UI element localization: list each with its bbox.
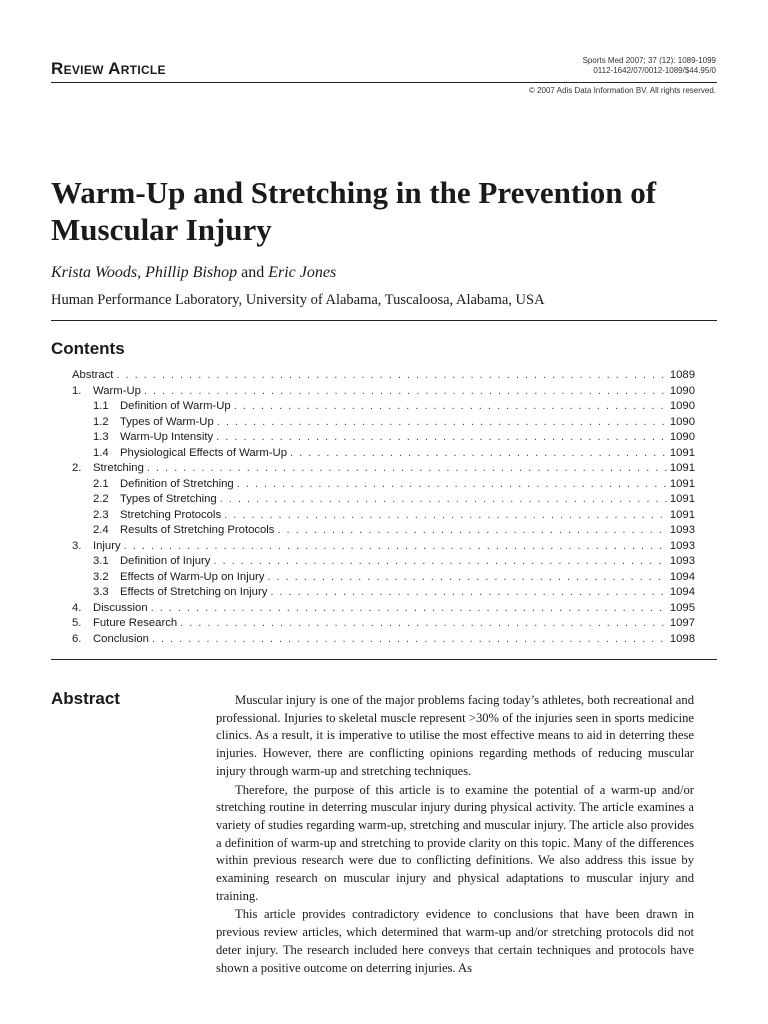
toc-entry-number: 5. [72, 617, 82, 629]
copyright-notice: © 2007 Adis Data Information BV. All rights reserved. [528, 86, 716, 95]
toc-leader-dots [220, 492, 667, 508]
citation-line: Sports Med 2007; 37 (12): 1089-1099 [582, 56, 716, 65]
toc-entry [72, 570, 695, 586]
article-title: Warm-Up and Stretching in the Prevention of Muscular Injury [51, 175, 657, 247]
toc-entry-page: 1093 [669, 539, 695, 552]
toc-entry-number: 1.2 [93, 415, 109, 428]
header-rule [51, 82, 717, 83]
toc-entry-title: Definition of Stretching [120, 477, 234, 490]
toc-entry-number: 2.4 [93, 524, 109, 536]
toc-entry-number: 3.1 [93, 555, 109, 567]
toc-entry-title: Definition of Injury [120, 555, 211, 567]
toc-entry-page: 1098 [669, 632, 695, 645]
toc-leader-dots [180, 616, 667, 632]
toc-entry-page: 1095 [669, 601, 695, 614]
toc-leader-dots [267, 570, 666, 586]
toc-entry-number: 2.3 [93, 508, 109, 521]
toc-entry-page: 1091 [669, 462, 695, 474]
toc-leader-dots [144, 384, 667, 400]
toc-entry-page: 1097 [669, 617, 695, 629]
toc-entry-title: Future Research [93, 617, 178, 629]
toc-entry-title: Definition of Warm-Up [120, 400, 231, 412]
toc-entry-number: 2.2 [93, 493, 109, 505]
toc-entry [72, 616, 695, 632]
section-rule [51, 659, 717, 660]
toc-leader-dots [290, 446, 667, 462]
toc-entry-page: 1094 [669, 586, 695, 598]
toc-entry-page: 1090 [669, 415, 695, 428]
table-of-contents [72, 368, 695, 647]
toc-entry-number: 1. [72, 384, 82, 397]
toc-entry-number: 6. [72, 632, 82, 645]
toc-entry-number: 2. [72, 462, 82, 474]
toc-entry-title: Effects of Warm-Up on Injury [120, 570, 265, 583]
toc-leader-dots [147, 461, 667, 477]
author-name: Phillip Bishop [145, 264, 238, 281]
toc-entry-title: Warm-Up Intensity [120, 431, 214, 443]
section-rule [51, 320, 717, 321]
toc-entry-number: 2.1 [93, 477, 109, 490]
toc-entry [72, 492, 695, 508]
toc-entry-title: Conclusion [93, 632, 149, 645]
toc-entry [72, 554, 695, 570]
toc-entry-page: 1093 [669, 524, 695, 536]
toc-leader-dots [151, 601, 667, 617]
toc-entry-page: 1094 [669, 570, 695, 583]
toc-entry-title: Stretching Protocols [120, 508, 222, 521]
toc-entry [72, 523, 695, 539]
abstract-paragraph: Therefore, the purpose of this article is to examine the potential of a warm-up and/or stretching routine in deterring muscular injury during physical activity. The article examines a variety of studies regarding warm-up, stretching and muscular injury. The article also provides a definition of warm-up and stretching to provide clarity on this topic. Many of the differences within previous research were due to conflicting definitions. We also address this issue by examining research on muscular injury and physical adaptations to muscular injury and training. [216, 782, 694, 903]
toc-leader-dots [217, 415, 667, 431]
author-name: Krista Woods [51, 264, 138, 281]
toc-entry [72, 601, 695, 617]
toc-entry-page: 1090 [669, 384, 695, 397]
toc-leader-dots [213, 554, 666, 570]
author-separator: , [137, 264, 146, 281]
toc-leader-dots [270, 585, 667, 601]
toc-leader-dots [234, 399, 667, 415]
abstract-paragraph: This article provides contradictory evidence to conclusions that have been drawn in previous review articles, which determined that warm-up and/or stretching protocols did not deter injury. The research included here conveys that certain techniques and protocols have shown a positive outcome on deterring injuries. As [216, 907, 694, 975]
toc-entry [72, 430, 695, 446]
issn-line: 0112-1642/07/0012-1089/$44.95/0 [593, 66, 716, 75]
toc-entry-number: 3.3 [93, 586, 109, 598]
article-type-label: Review Article [51, 59, 166, 78]
toc-entry-title: Physiological Effects of Warm-Up [120, 446, 287, 459]
toc-entry-title: Types of Warm-Up [120, 415, 214, 428]
toc-entry [72, 399, 695, 415]
author-separator: and [237, 264, 269, 281]
contents-heading: Contents [51, 339, 125, 358]
toc-entry-page: 1090 [669, 431, 695, 443]
toc-entry-page: 1090 [669, 400, 695, 412]
toc-entry [72, 477, 695, 493]
toc-entry-title: Results of Stretching Protocols [120, 524, 275, 536]
toc-leader-dots [277, 523, 666, 539]
abstract-heading: Abstract [51, 689, 120, 708]
toc-leader-dots [224, 508, 667, 524]
toc-entry-number: 1.3 [93, 431, 109, 443]
author-name: Eric Jones [268, 264, 337, 281]
toc-entry [72, 539, 695, 555]
toc-entry-page: 1091 [669, 508, 695, 521]
toc-entry-number: 1.4 [93, 446, 109, 459]
toc-entry-page: 1091 [669, 477, 695, 490]
toc-entry [72, 585, 695, 601]
toc-entry-page: 1091 [669, 493, 695, 505]
toc-entry-page: 1093 [669, 555, 695, 567]
toc-entry-title: Stretching [93, 462, 144, 474]
author-list [51, 264, 336, 282]
toc-entry [72, 508, 695, 524]
toc-entry-title: Abstract [72, 369, 114, 381]
toc-entry [72, 415, 695, 431]
toc-entry [72, 368, 695, 384]
toc-entry-number: 4. [72, 601, 82, 614]
toc-entry-title: Injury [93, 539, 121, 552]
abstract-paragraph: Muscular injury is one of the major problems facing today’s athletes, both recreational and professional. Injuries to skeletal muscle represent >30% of the injuries seen in sports medicine clinics. As a result, it is imperative to utilise the most effective means to aid in deterring these injuries. However, there are conflicting opinions regarding methods of reducing muscular injury through warm-up and stretching techniques. [216, 693, 694, 778]
toc-entry [72, 384, 695, 400]
abstract-body [216, 692, 694, 978]
toc-leader-dots [237, 477, 667, 493]
toc-leader-dots [124, 539, 667, 555]
toc-entry [72, 632, 695, 648]
toc-leader-dots [152, 632, 667, 648]
toc-leader-dots [116, 368, 666, 384]
toc-entry-page: 1091 [669, 446, 695, 459]
toc-entry-number: 3. [72, 539, 82, 552]
toc-entry-page: 1089 [669, 369, 695, 381]
toc-entry-title: Discussion [93, 601, 148, 614]
toc-entry-title: Types of Stretching [120, 493, 217, 505]
toc-entry-number: 3.2 [93, 570, 109, 583]
toc-entry-title: Effects of Stretching on Injury [120, 586, 268, 598]
toc-entry-title: Warm-Up [93, 384, 141, 397]
toc-entry-number: 1.1 [93, 400, 109, 412]
toc-leader-dots [216, 430, 667, 446]
toc-entry [72, 446, 695, 462]
affiliation: Human Performance Laboratory, University of Alabama, Tuscaloosa, Alabama, USA [51, 292, 545, 308]
toc-entry [72, 461, 695, 477]
